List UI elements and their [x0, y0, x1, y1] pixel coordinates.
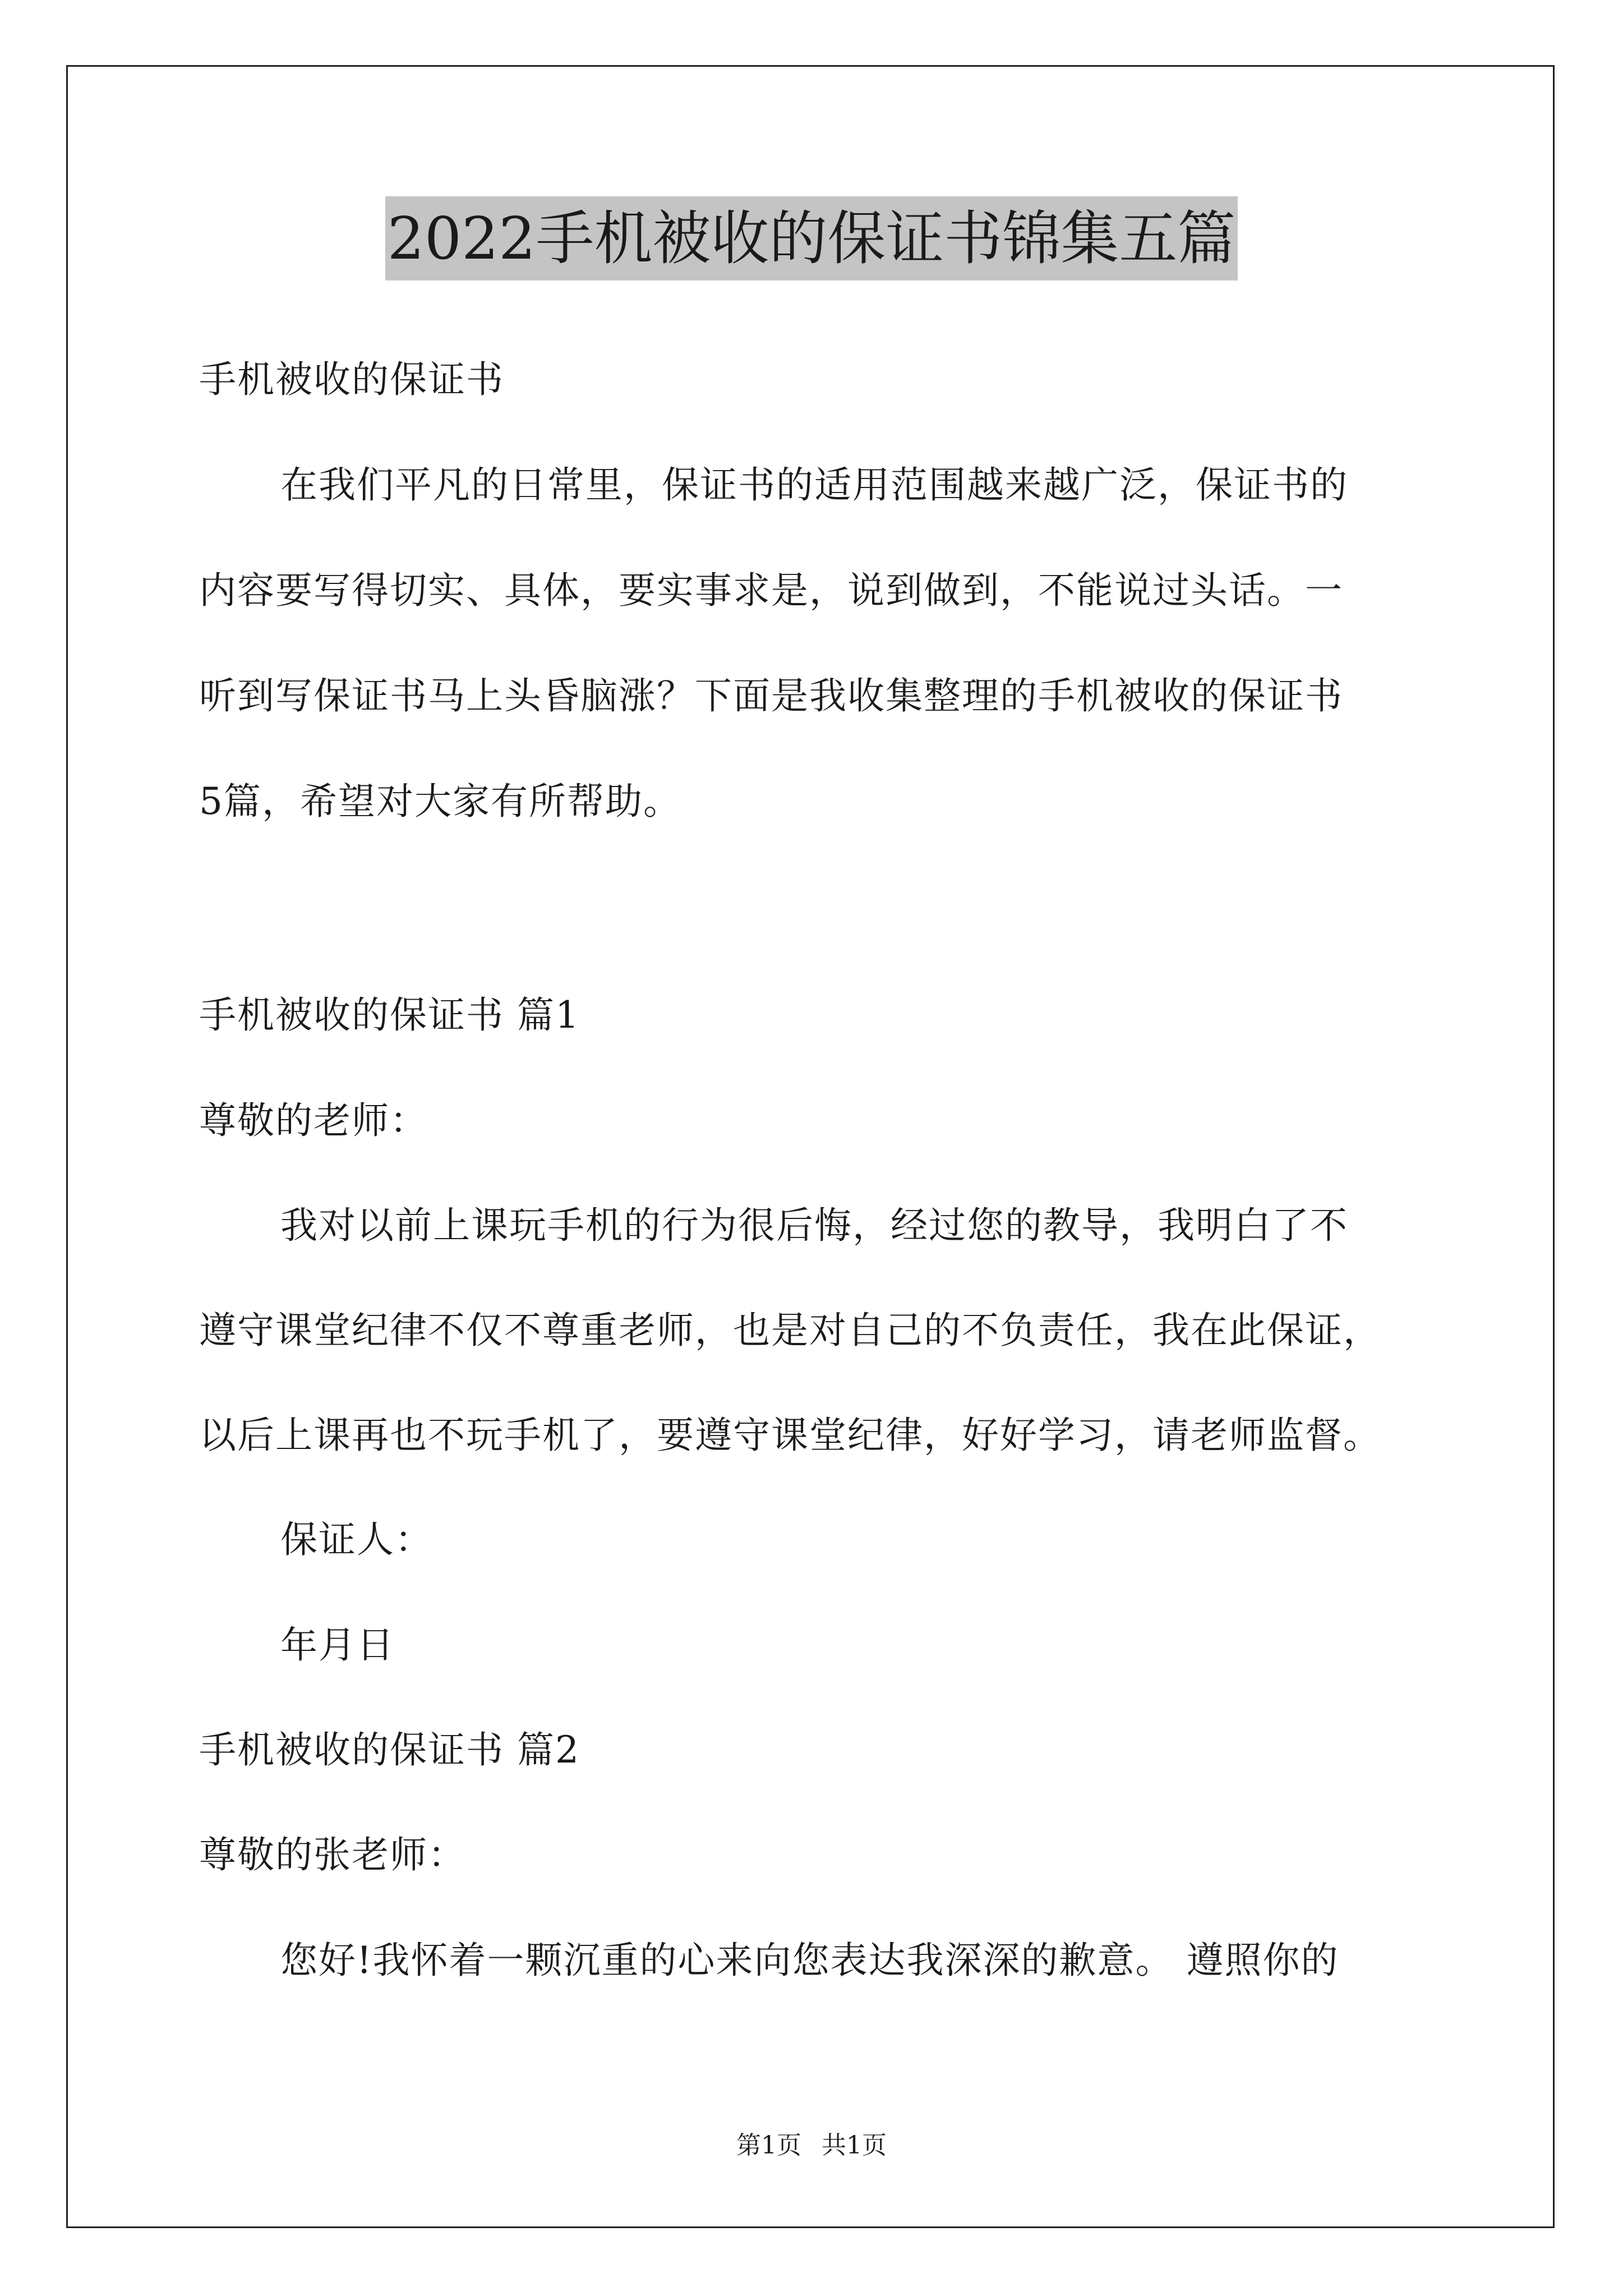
document-title: 2022手机被收的保证书锦集五篇 [385, 196, 1238, 280]
section1-body-line-3: 以后上课再也不玩手机了，要遵守课堂纪律，好好学习，请老师监督。 [199, 1414, 1381, 1457]
intro-line-3: 听到写保证书马上头昏脑涨？下面是我收集整理的手机被收的保证书 [199, 674, 1343, 717]
section1-date: 年月日 [280, 1623, 395, 1667]
section2-salutation: 尊敬的张老师： [199, 1833, 466, 1876]
section1-salutation: 尊敬的老师： [199, 1099, 428, 1142]
section2-body-line-1: 您好!我怀着一颗沉重的心来向您表达我深深的歉意。 遵照你的 [280, 1939, 1339, 1982]
section2-heading: 手机被收的保证书 篇2 [199, 1728, 580, 1772]
section1-body-line-2: 遵守课堂纪律不仅不尊重老师，也是对自己的不负责任，我在此保证， [199, 1309, 1381, 1352]
section1-body-line-1: 我对以前上课玩手机的行为很后悔，经过您的教导，我明白了不 [280, 1204, 1348, 1247]
intro-line-4: 5篇，希望对大家有所帮助。 [199, 780, 681, 823]
section1-heading: 手机被收的保证书 篇1 [199, 993, 580, 1037]
document-subtitle: 手机被收的保证书 [199, 358, 504, 401]
section1-signer: 保证人： [280, 1518, 433, 1561]
page-footer [0, 2129, 1623, 2162]
page-number: 第1页 [736, 2131, 801, 2160]
intro-line-1: 在我们平凡的日常里，保证书的适用范围越来越广泛，保证书的 [280, 463, 1348, 507]
intro-line-2: 内容要写得切实、具体，要实事求是，说到做到，不能说过头话。一 [199, 569, 1343, 612]
title-container [0, 196, 1623, 280]
page-total: 共1页 [822, 2131, 887, 2160]
